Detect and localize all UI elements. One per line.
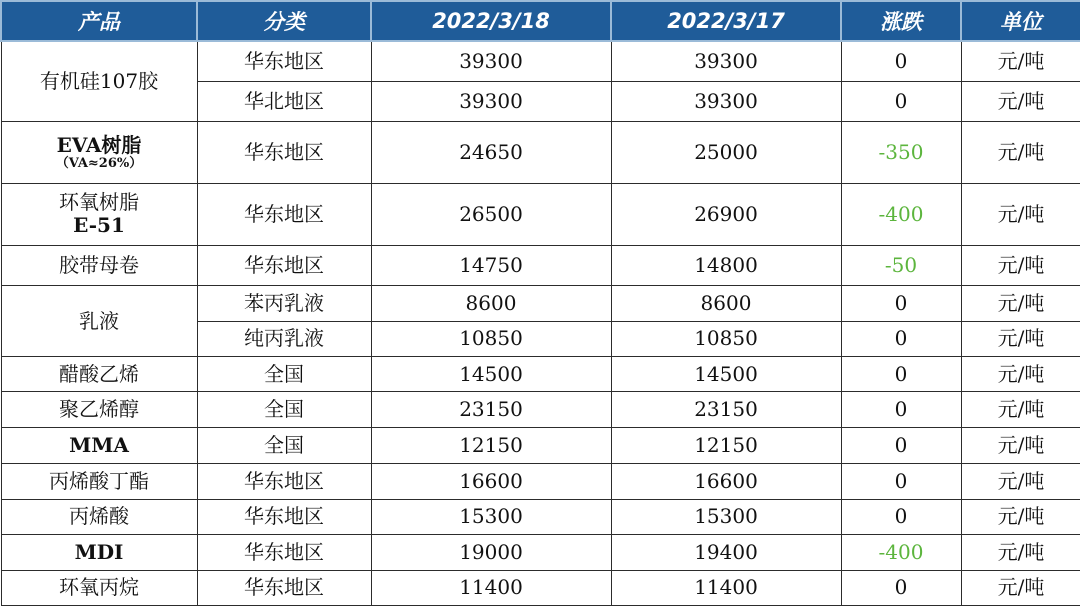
header-date-1: 2022/3/18 (371, 1, 611, 41)
unit-cell: 元/吨 (961, 570, 1080, 605)
product-cell (1, 41, 197, 122)
product-cell (1, 499, 197, 534)
price-2022-3-18-cell: 26500 (371, 184, 611, 246)
product-name: MDI (74, 539, 124, 564)
change-cell: 0 (841, 427, 961, 463)
price-2022-3-18-cell: 39300 (371, 41, 611, 81)
product-grade: E-51 (73, 213, 125, 238)
product-cell (1, 286, 197, 357)
unit-cell: 元/吨 (961, 321, 1080, 356)
change-cell: -350 (841, 122, 961, 184)
region-cell: 苯丙乳液 (197, 286, 371, 321)
product-name: 醋酸乙烯 (59, 361, 139, 386)
change-cell: 0 (841, 570, 961, 605)
product-name: 有机硅107胶 (39, 69, 159, 94)
product-name: 环氧丙烷 (59, 575, 139, 600)
header-product: 产品 (1, 1, 197, 41)
table-row (1, 245, 1080, 285)
change-cell: 0 (841, 392, 961, 427)
price-2022-3-17-cell: 25000 (611, 122, 841, 184)
unit-cell: 元/吨 (961, 357, 1080, 392)
price-2022-3-17-cell: 26900 (611, 184, 841, 246)
table-row (1, 184, 1080, 246)
price-2022-3-18-cell: 12150 (371, 427, 611, 463)
price-2022-3-17-cell: 8600 (611, 286, 841, 321)
table-row (1, 427, 1080, 463)
header-category: 分类 (197, 1, 371, 41)
product-cell (1, 570, 197, 605)
unit-cell: 元/吨 (961, 122, 1080, 184)
product-cell (1, 464, 197, 499)
price-2022-3-17-cell: 14500 (611, 357, 841, 392)
table-row (1, 464, 1080, 499)
change-cell: 0 (841, 321, 961, 356)
unit-cell: 元/吨 (961, 499, 1080, 534)
change-cell: -50 (841, 245, 961, 285)
unit-cell: 元/吨 (961, 286, 1080, 321)
change-cell: -400 (841, 535, 961, 570)
price-2022-3-17-cell: 39300 (611, 41, 841, 81)
region-cell: 华东地区 (197, 41, 371, 81)
unit-cell: 元/吨 (961, 41, 1080, 81)
unit-cell: 元/吨 (961, 392, 1080, 427)
price-2022-3-18-cell: 14500 (371, 357, 611, 392)
region-cell: 全国 (197, 357, 371, 392)
product-name: EVA树脂 (56, 132, 142, 157)
header-unit: 单位 (961, 1, 1080, 41)
header-date-2: 2022/3/17 (611, 1, 841, 41)
change-cell: 0 (841, 81, 961, 121)
table-row (1, 286, 1080, 321)
price-2022-3-18-cell: 16600 (371, 464, 611, 499)
price-2022-3-17-cell: 12150 (611, 427, 841, 463)
table-row (1, 499, 1080, 534)
product-cell (1, 392, 197, 427)
price-2022-3-18-cell: 24650 (371, 122, 611, 184)
product-subtitle: （VA≈26%） (55, 155, 143, 171)
header-change: 涨跌 (841, 1, 961, 41)
price-2022-3-18-cell: 14750 (371, 245, 611, 285)
product-name: 丙烯酸丁酯 (49, 469, 149, 493)
price-2022-3-17-cell: 19400 (611, 535, 841, 570)
header-row (1, 1, 1080, 41)
region-cell: 华北地区 (197, 81, 371, 121)
product-cell (1, 184, 197, 246)
price-2022-3-17-cell: 16600 (611, 464, 841, 499)
price-2022-3-18-cell: 11400 (371, 570, 611, 605)
region-cell: 华东地区 (197, 184, 371, 246)
price-2022-3-18-cell: 15300 (371, 499, 611, 534)
region-cell: 华东地区 (197, 570, 371, 605)
unit-cell: 元/吨 (961, 535, 1080, 570)
region-cell: 华东地区 (197, 464, 371, 499)
price-2022-3-18-cell: 23150 (371, 392, 611, 427)
unit-cell: 元/吨 (961, 464, 1080, 499)
product-cell (1, 245, 197, 285)
unit-cell: 元/吨 (961, 81, 1080, 121)
region-cell: 华东地区 (197, 245, 371, 285)
unit-cell: 元/吨 (961, 245, 1080, 285)
product-name: MMA (69, 433, 129, 458)
price-2022-3-17-cell: 14800 (611, 245, 841, 285)
region-cell: 全国 (197, 392, 371, 427)
region-cell: 全国 (197, 427, 371, 463)
price-2022-3-17-cell: 11400 (611, 570, 841, 605)
change-cell: 0 (841, 499, 961, 534)
price-2022-3-17-cell: 10850 (611, 321, 841, 356)
price-2022-3-18-cell: 19000 (371, 535, 611, 570)
table-row (1, 122, 1080, 184)
price-2022-3-18-cell: 10850 (371, 321, 611, 356)
change-cell: -400 (841, 184, 961, 246)
table-row (1, 535, 1080, 570)
table-row (1, 570, 1080, 605)
product-name: 乳液 (79, 308, 119, 333)
unit-cell: 元/吨 (961, 427, 1080, 463)
unit-cell: 元/吨 (961, 184, 1080, 246)
product-cell (1, 535, 197, 570)
product-name: 胶带母卷 (59, 253, 139, 278)
table-body (1, 41, 1080, 606)
product-name: 聚乙烯醇 (59, 397, 139, 422)
change-cell: 0 (841, 41, 961, 81)
change-cell: 0 (841, 286, 961, 321)
price-2022-3-17-cell: 23150 (611, 392, 841, 427)
region-cell: 华东地区 (197, 122, 371, 184)
product-name: 丙烯酸 (69, 504, 129, 529)
region-cell: 华东地区 (197, 499, 371, 534)
change-cell: 0 (841, 464, 961, 499)
table-row (1, 392, 1080, 427)
product-cell (1, 357, 197, 392)
product-name: 环氧树脂 (59, 190, 139, 215)
change-cell: 0 (841, 357, 961, 392)
region-cell: 华东地区 (197, 535, 371, 570)
price-2022-3-18-cell: 8600 (371, 286, 611, 321)
price-2022-3-17-cell: 15300 (611, 499, 841, 534)
price-2022-3-18-cell: 39300 (371, 81, 611, 121)
table-row (1, 41, 1080, 81)
region-cell: 纯丙乳液 (197, 321, 371, 356)
product-cell (1, 122, 197, 184)
price-2022-3-17-cell: 39300 (611, 81, 841, 121)
product-cell (1, 427, 197, 463)
table-row (1, 357, 1080, 392)
